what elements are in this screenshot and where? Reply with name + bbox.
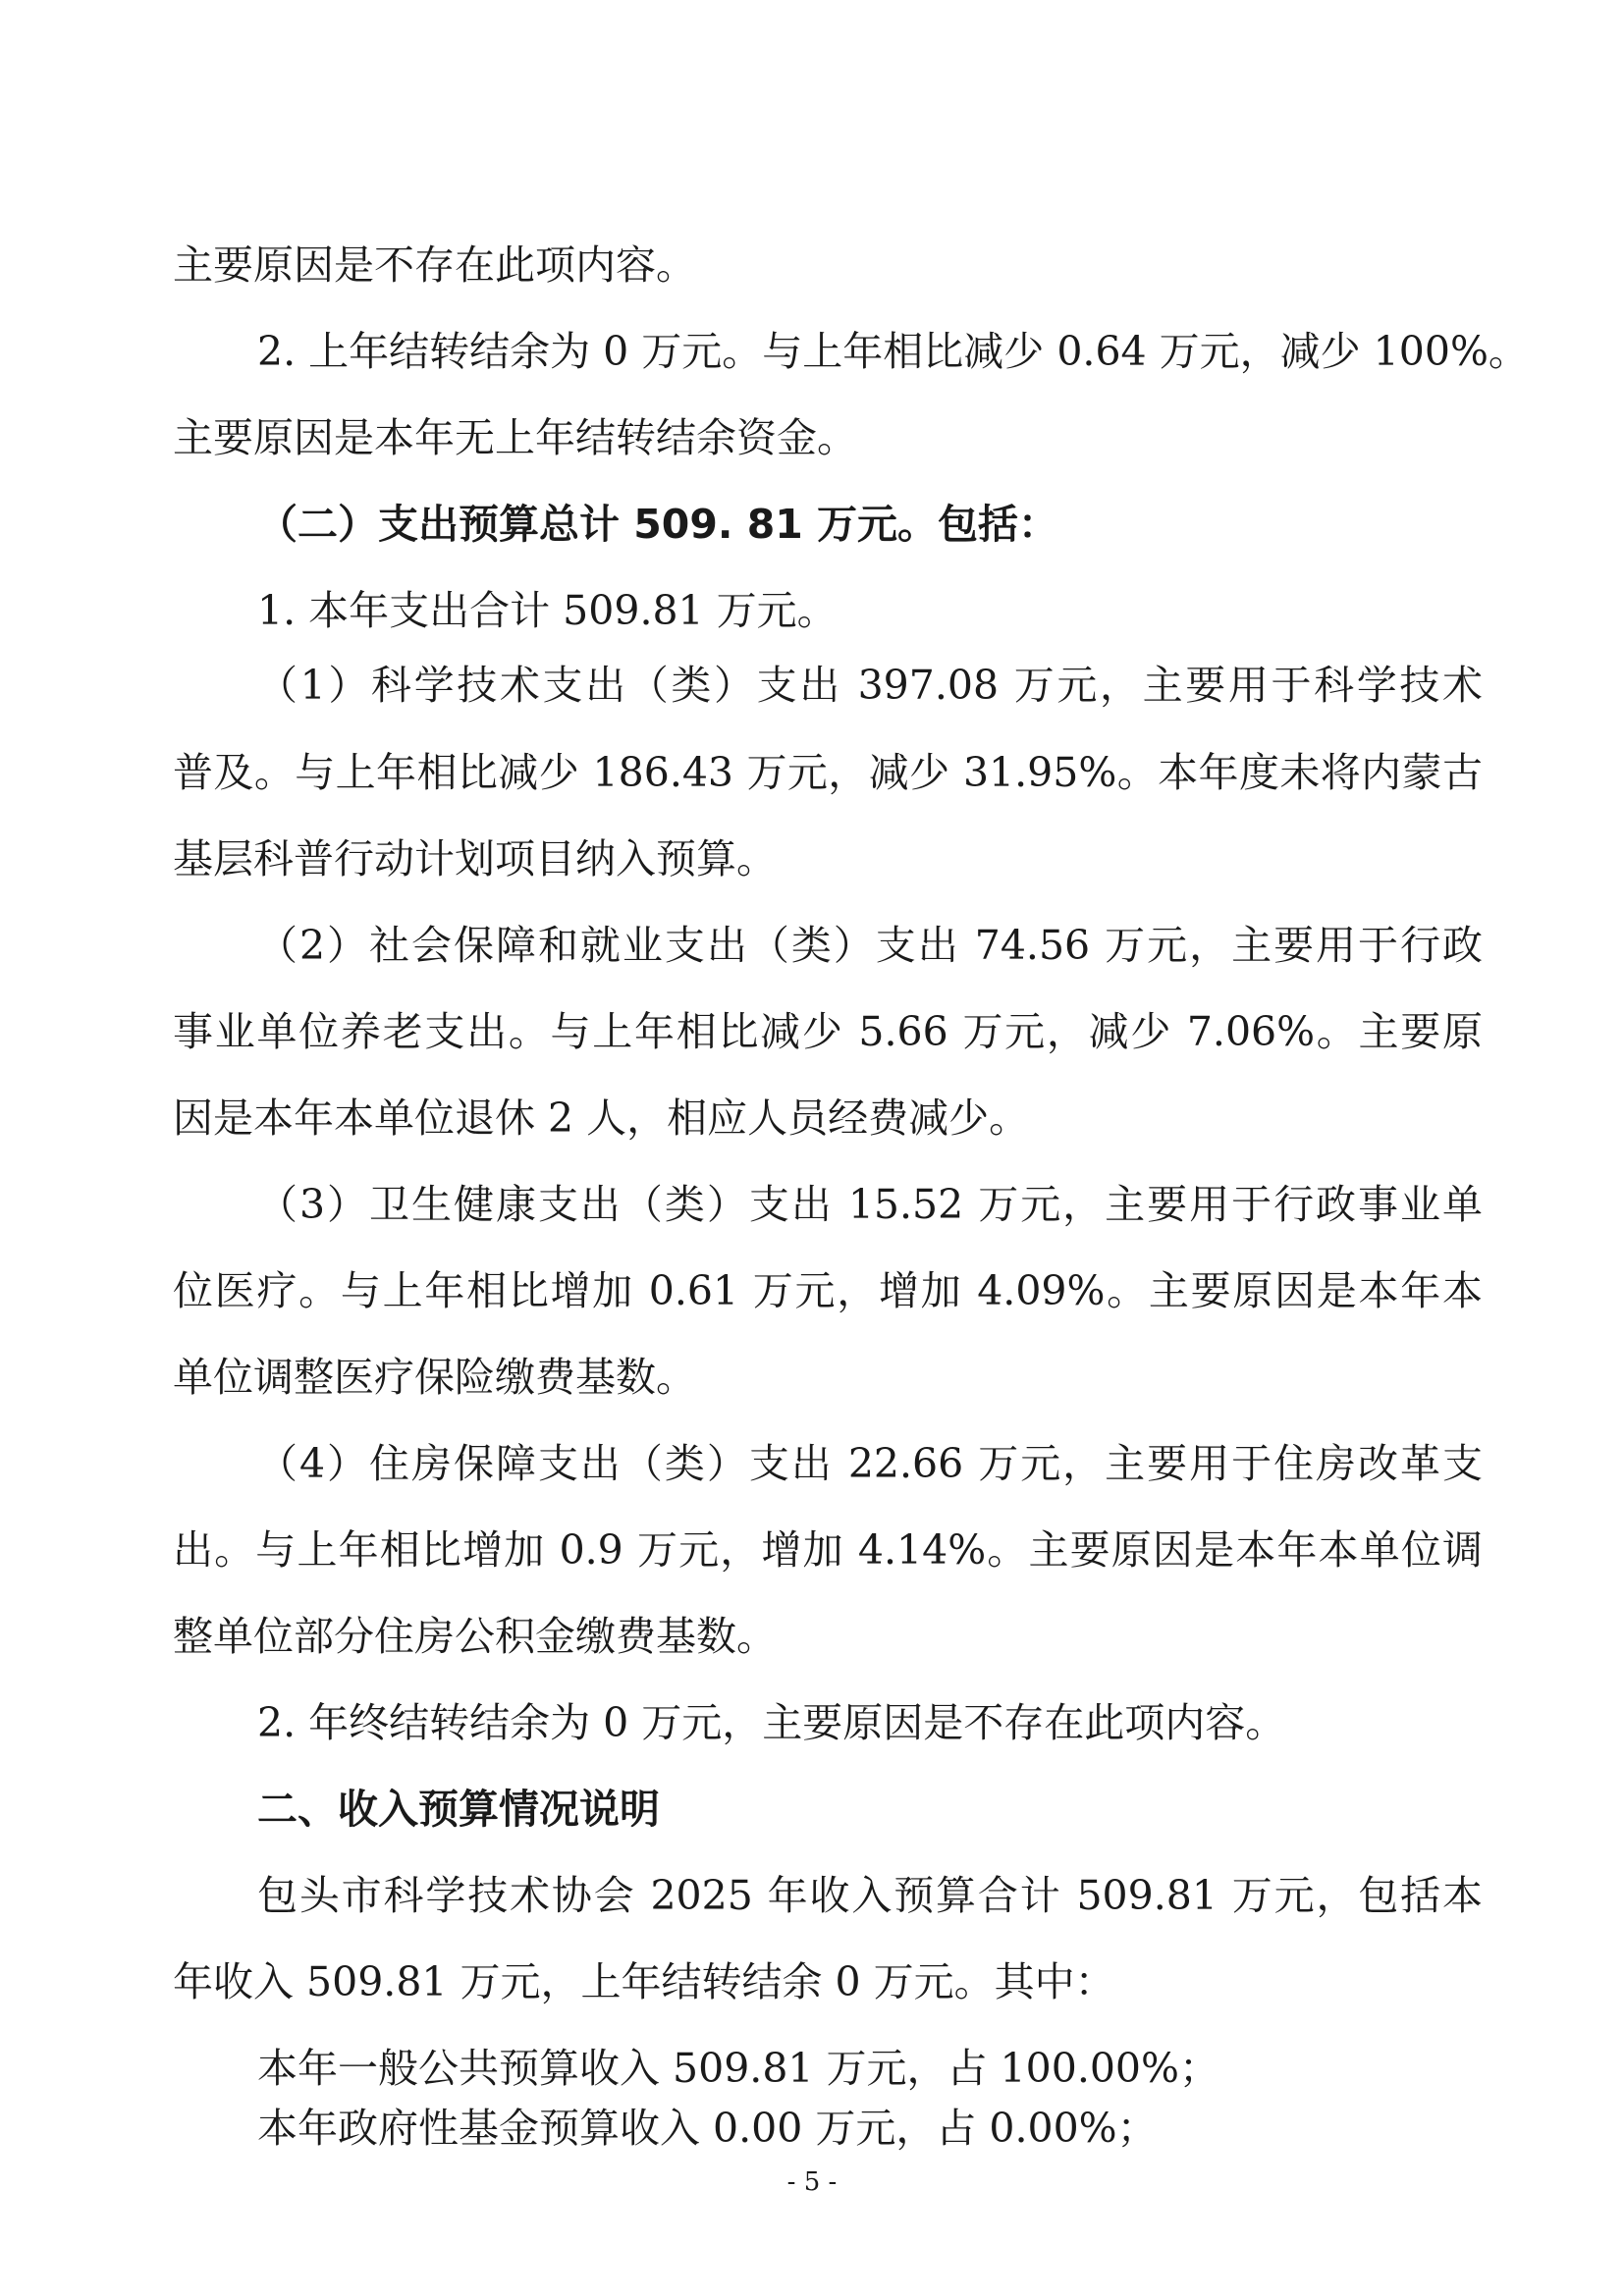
paragraph-line: 事业单位养老支出。与上年相比减少 5.66 万元，减少 7.06%。主要原 — [173, 1008, 1483, 1055]
section-heading: 二、收入预算情况说明 — [257, 1786, 660, 1833]
paragraph-line: （2）社会保障和就业支出（类）支出 74.56 万元，主要用于行政 — [257, 922, 1483, 969]
paragraph-line: 2. 年终结转结余为 0 万元，主要原因是不存在此项内容。 — [257, 1699, 1286, 1746]
paragraph-line: （1）科学技术支出（类）支出 397.08 万元，主要用于科学技术 — [257, 662, 1483, 709]
subsection-heading: （二）支出预算总计 509. 81 万元。包括： — [257, 501, 1059, 548]
paragraph-line: 整单位部分住房公积金缴费基数。 — [173, 1613, 777, 1660]
paragraph-line: 单位调整医疗保险缴费基数。 — [173, 1354, 696, 1401]
paragraph-line: 年收入 509.81 万元，上年结转结余 0 万元。其中： — [173, 1958, 1115, 2005]
paragraph-line: 本年一般公共预算收入 509.81 万元，占 100.00%； — [257, 2045, 1219, 2092]
paragraph-line: 本年政府性基金预算收入 0.00 万元，占 0.00%； — [257, 2105, 1158, 2152]
paragraph-line: 主要原因是不存在此项内容。 — [173, 241, 696, 289]
page-number: - 5 - — [786, 2167, 838, 2197]
paragraph-line: 主要原因是本年无上年结转结余资金。 — [173, 414, 857, 461]
paragraph-line: （3）卫生健康支出（类）支出 15.52 万元，主要用于行政事业单 — [257, 1181, 1483, 1228]
paragraph-line: 基层科普行动计划项目纳入预算。 — [173, 835, 777, 882]
paragraph-line: 因是本年本单位退休 2 人，相应人员经费减少。 — [173, 1095, 1030, 1142]
paragraph-line: 出。与上年相比增加 0.9 万元，增加 4.14%。主要原因是本年本单位调 — [173, 1526, 1483, 1574]
paragraph-line: 普及。与上年相比减少 186.43 万元，减少 31.95%。本年度未将内蒙古 — [173, 749, 1483, 796]
paragraph-line: 位医疗。与上年相比增加 0.61 万元，增加 4.09%。主要原因是本年本 — [173, 1267, 1483, 1314]
paragraph-line: 2. 上年结转结余为 0 万元。与上年相比减少 0.64 万元，减少 100%。 — [257, 328, 1529, 375]
paragraph-line: （4）住房保障支出（类）支出 22.66 万元，主要用于住房改革支 — [257, 1440, 1483, 1487]
paragraph-line: 1. 本年支出合计 509.81 万元。 — [257, 587, 838, 634]
paragraph-line: 包头市科学技术协会 2025 年收入预算合计 509.81 万元，包括本 — [257, 1872, 1483, 1919]
